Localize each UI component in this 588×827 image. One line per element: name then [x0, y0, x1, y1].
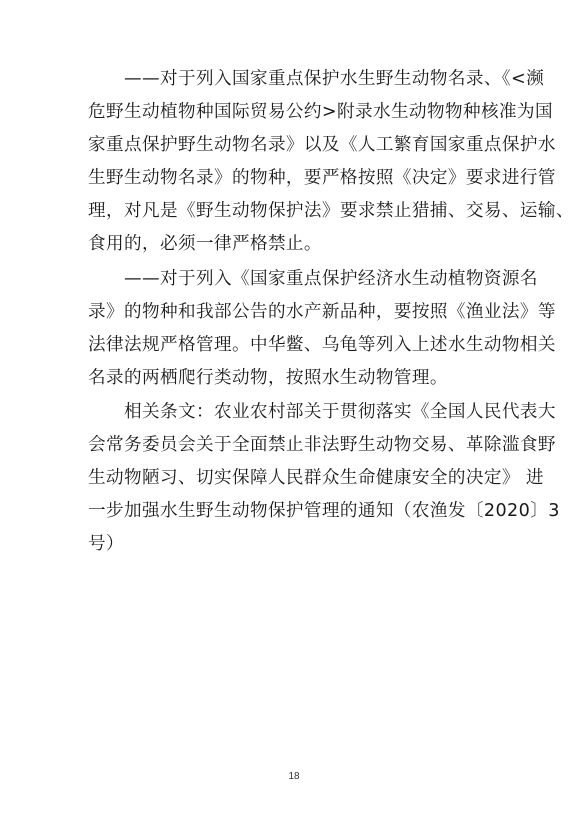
text-line: 家重点保护野生动物名录》以及《人工繁育国家重点保护水 — [88, 135, 556, 155]
text-line: ——对于列入国家重点保护水生野生动物名录、《<濒 — [88, 69, 545, 89]
text-line: 录》的物种和我部公告的水产新品种，要按照《渔业法》等 — [88, 302, 556, 322]
text-line: 生野生动物名录》的物种，要严格按照《决定》要求进行管 — [88, 168, 556, 188]
text-line: 生动物陋习、切实保障人民群众生命健康安全的决定》 进 — [88, 468, 544, 488]
text-line: 一步加强水生野生动物保护管理的通知（农渔发〔2020〕3 — [88, 501, 560, 521]
text-line: 食用的，必须一律严格禁止。 — [88, 234, 322, 254]
text-line: 号） — [88, 534, 124, 554]
page-number: 18 — [288, 771, 300, 782]
text-line: 会常务委员会关于全面禁止非法野生动物交易、革除滥食野 — [88, 435, 556, 455]
text-line: ——对于列入《国家重点保护经济水生动植物资源名 — [88, 269, 538, 289]
text-line: 名录的两栖爬行类动物，按照水生动物管理。 — [88, 368, 448, 388]
text-line: 法律法规严格管理。中华鳖、乌龟等列入上述水生动物相关 — [88, 335, 556, 355]
paragraph-wildlife-directory — [88, 63, 574, 261]
text-line: 相关条文：农业农村部关于贯彻落实《全国人民代表大 — [88, 402, 556, 422]
text-line: 理，对凡是《野生动物保护法》要求禁止猎捕、交易、运输、 — [88, 201, 574, 221]
paragraph-economic-resources — [88, 263, 556, 395]
text-line: 危野生动植物种国际贸易公约>附录水生动物物种核准为国 — [88, 102, 553, 122]
paragraph-related-provisions — [88, 396, 560, 561]
